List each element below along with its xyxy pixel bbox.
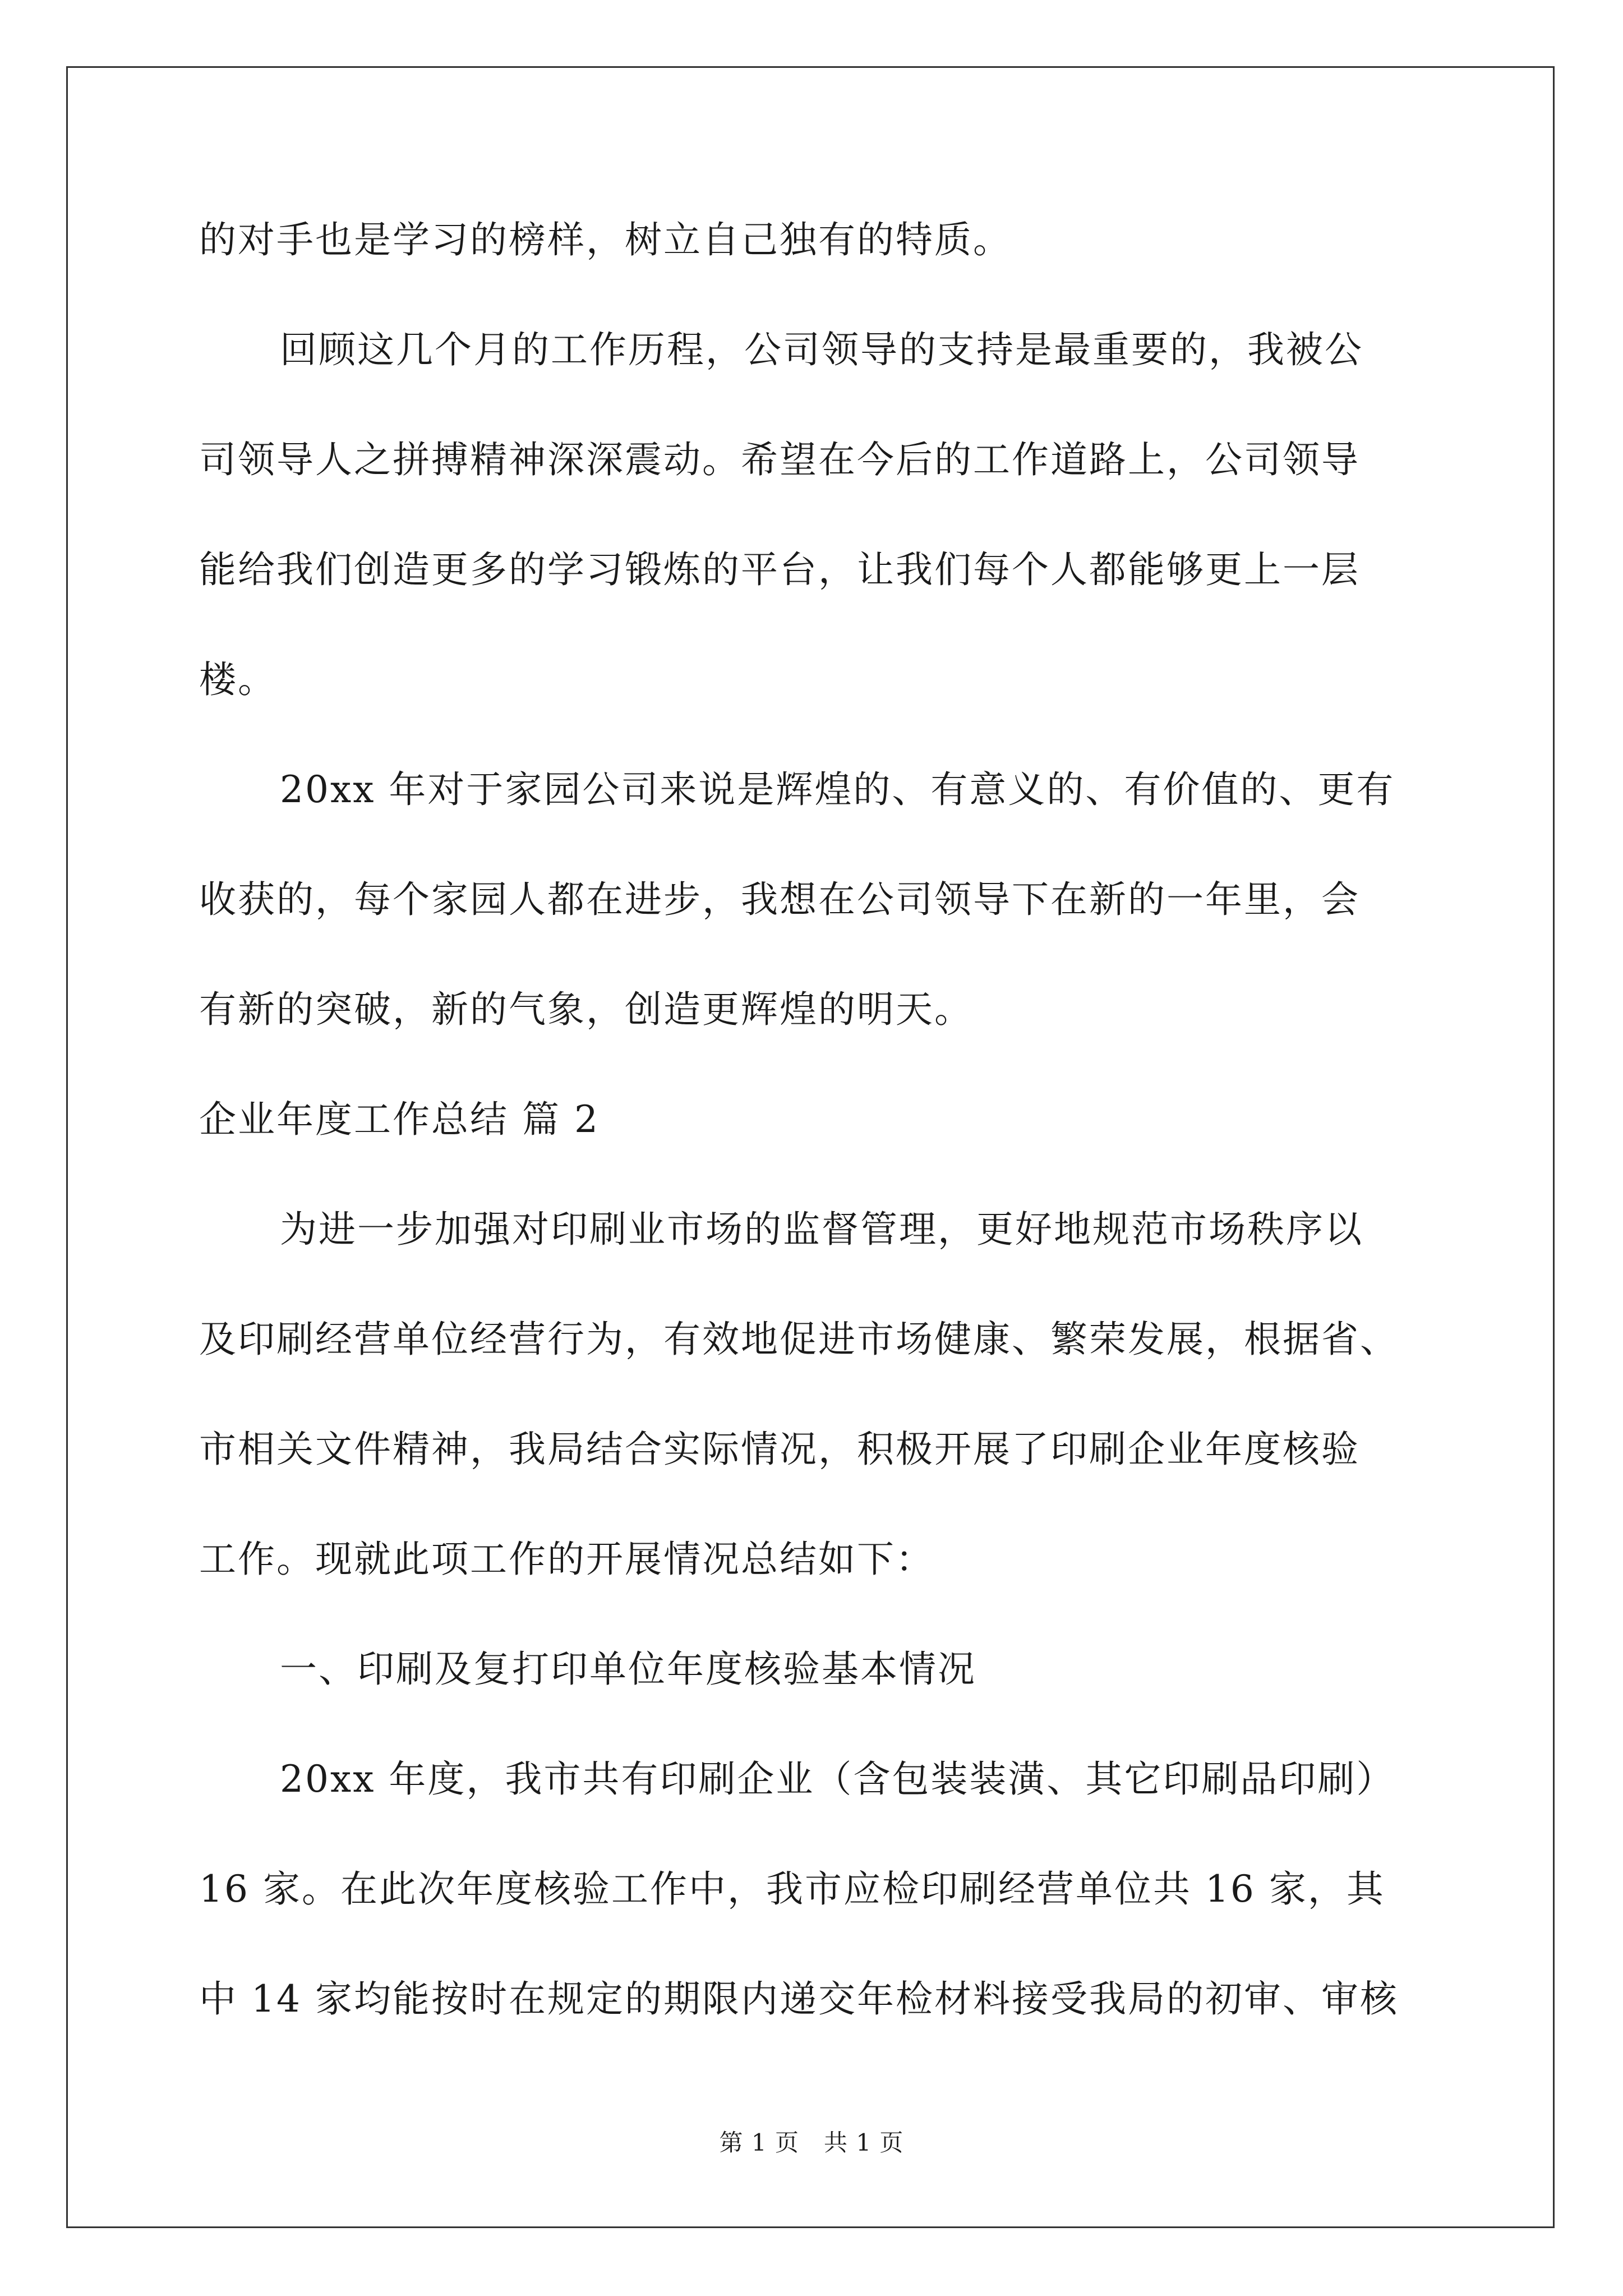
page-number-current: 第 1 页 [719, 2129, 799, 2156]
document-body [199, 185, 1438, 2054]
text-line: 20xx 年对于家园公司来说是辉煌的、有意义的、有价值的、更有 [280, 768, 1395, 811]
text-line: 回顾这几个月的工作历程，公司领导的支持是最重要的，我被公 [280, 328, 1363, 371]
text-line: 20xx 年度，我市共有印刷企业（含包装装潢、其它印刷品印刷） [280, 1757, 1395, 1801]
text-line: 工作。现就此项工作的开展情况总结如下： [199, 1538, 934, 1581]
text-line: 司领导人之拼搏精神深深震动。希望在今后的工作道路上，公司领导 [199, 438, 1360, 481]
subsection-heading: 一、印刷及复打印单位年度核验基本情况 [280, 1648, 976, 1691]
text-line: 中 14 家均能按时在规定的期限内递交年检材料接受我局的初审、审核 [199, 1977, 1399, 2021]
page-number-total: 共 1 页 [824, 2129, 904, 2156]
text-line: 市相关文件精神，我局结合实际情况，积极开展了印刷企业年度核验 [199, 1428, 1360, 1471]
text-line: 的对手也是学习的榜样，树立自己独有的特质。 [199, 218, 1012, 261]
text-line: 16 家。在此次年度核验工作中，我市应检印刷经营单位共 16 家，其 [199, 1867, 1385, 1911]
text-line: 楼。 [199, 658, 276, 701]
text-line: 及印刷经营单位经营行为，有效地促进市场健康、繁荣发展，根据省、 [199, 1318, 1399, 1361]
section-heading: 企业年度工作总结 篇 2 [199, 1098, 600, 1141]
text-line: 有新的突破，新的气象，创造更辉煌的明天。 [199, 988, 973, 1031]
text-line: 收获的，每个家园人都在进步，我想在公司领导下在新的一年里，会 [199, 878, 1360, 921]
page-footer [0, 2126, 1623, 2160]
text-line: 为进一步加强对印刷业市场的监督管理，更好地规范市场秩序以 [280, 1208, 1363, 1251]
text-line: 能给我们创造更多的学习锻炼的平台，让我们每个人都能够更上一层 [199, 548, 1360, 591]
